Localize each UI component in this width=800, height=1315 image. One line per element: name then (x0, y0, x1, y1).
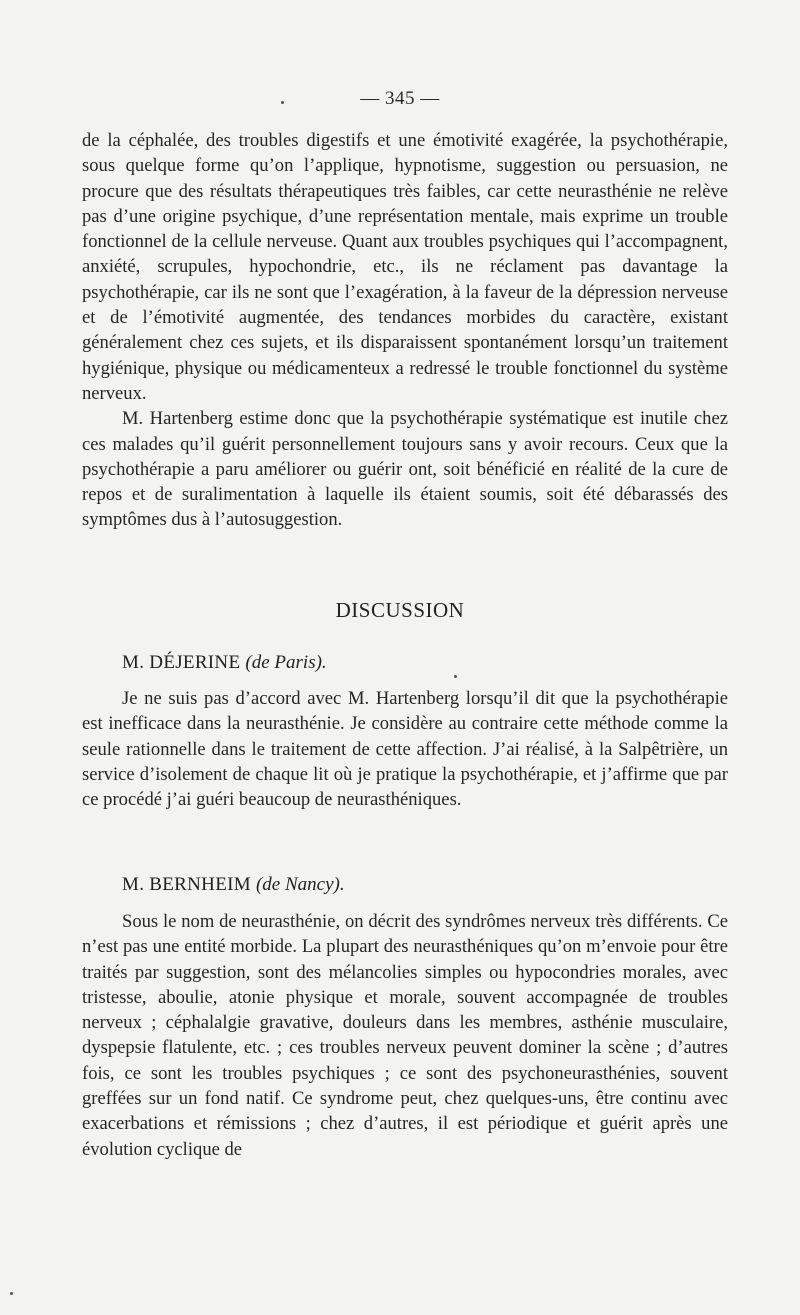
speaker-dejerine (122, 652, 327, 674)
speech-paragraph: Sous le nom de neurasthénie, on décrit des syndrômes nerveux très différents. Ce n’est pas une entité morbide. La plupart des neurasthéniques qu’on m’envoie pour être traités par suggestion, sont des mélancolies simples ou hypocondries morales, avec tristesse, aboulie, atonie physique et morale, souvent accompagnée de troubles nerveux ; céphalalgie gravative, douleurs dans les membres, asthénie musculaire, dyspepsie flatulente, etc. ; ces troubles nerveux peuvent dominer la scène ; d’autres fois, ce sont les troubles psychiques ; ce sont des psychoneurasthénies, souvent greffées sur un fond natif. Ce syndrome peut, chez quelques-uns, être continu avec exacerbations et rémissions ; chez d’autres, il est périodique et guérit après une évolution cyclique de (82, 911, 728, 1160)
print-speck (454, 675, 457, 678)
paragraph-1: de la céphalée, des troubles digestifs et une émotivité exagérée, la psychothérapie, sous quelque forme qu’on l’applique, hypnotisme, suggestion ou persuasion, ne procure que des résultats thérapeutiques très faibles, car cette neurasthénie ne relève pas d’une origine psychique, d’une représentation mentale, mais exprime un trouble fonctionnel de la cellule nerveuse. Quant aux troubles psychiques qui l’accompagnent, anxiété, scrupules, hypochondrie, etc., ils ne réclament pas davantage la psychothérapie, car ils ne sont que l’exagération, à la faveur de la dépression nerveuse et de l’émotivité augmentée, des tendances morbides du caractère, existant généralement chez ces sujets, et ils disparaissent spontanément lorsqu’un traitement hygiénique, physique ou médicamenteux a redressé le trouble fonctionnel du système nerveux. (82, 130, 728, 404)
paragraph-2: M. Hartenberg estime donc que la psychothérapie systématique est inutile chez ces malades qu’il guérit personnellement toujours sans y avoir recours. Ceux que la psychothérapie a paru améliorer ou guérir ont, soit bénéficié en réalité de la cure de repos et de suralimentation à laquelle ils étaient soumis, soit été débarassés des symptômes dus à l’autosuggestion. (82, 408, 728, 531)
section-heading: DISCUSSION (335, 598, 465, 622)
speech-dejerine (82, 686, 728, 812)
print-speck (10, 1292, 13, 1295)
speaker-place: (de Paris). (245, 652, 327, 673)
speech-bernheim (82, 909, 728, 1162)
body-text (82, 128, 728, 533)
speaker-name: M. DÉJERINE (122, 652, 241, 673)
page-number: — 345 — (360, 88, 440, 109)
speaker-bernheim (122, 874, 345, 896)
speaker-place: (de Nancy). (255, 874, 345, 895)
speaker-name: M. BERNHEIM (122, 874, 251, 895)
speech-paragraph: Je ne suis pas d’accord avec M. Hartenberg lorsqu’il dit que la psychothérapie est inefficace dans la neurasthénie. Je considère au contraire cette méthode comme la seule rationnelle dans le traitement de cette affection. J’ai réalisé, à la Salpêtrière, un service d’isolement de chaque lit où je pratique la psychothérapie, et j’affirme que par ce procédé j’ai guéri beaucoup de neurasthéniques. (82, 688, 728, 811)
print-speck (281, 101, 284, 104)
